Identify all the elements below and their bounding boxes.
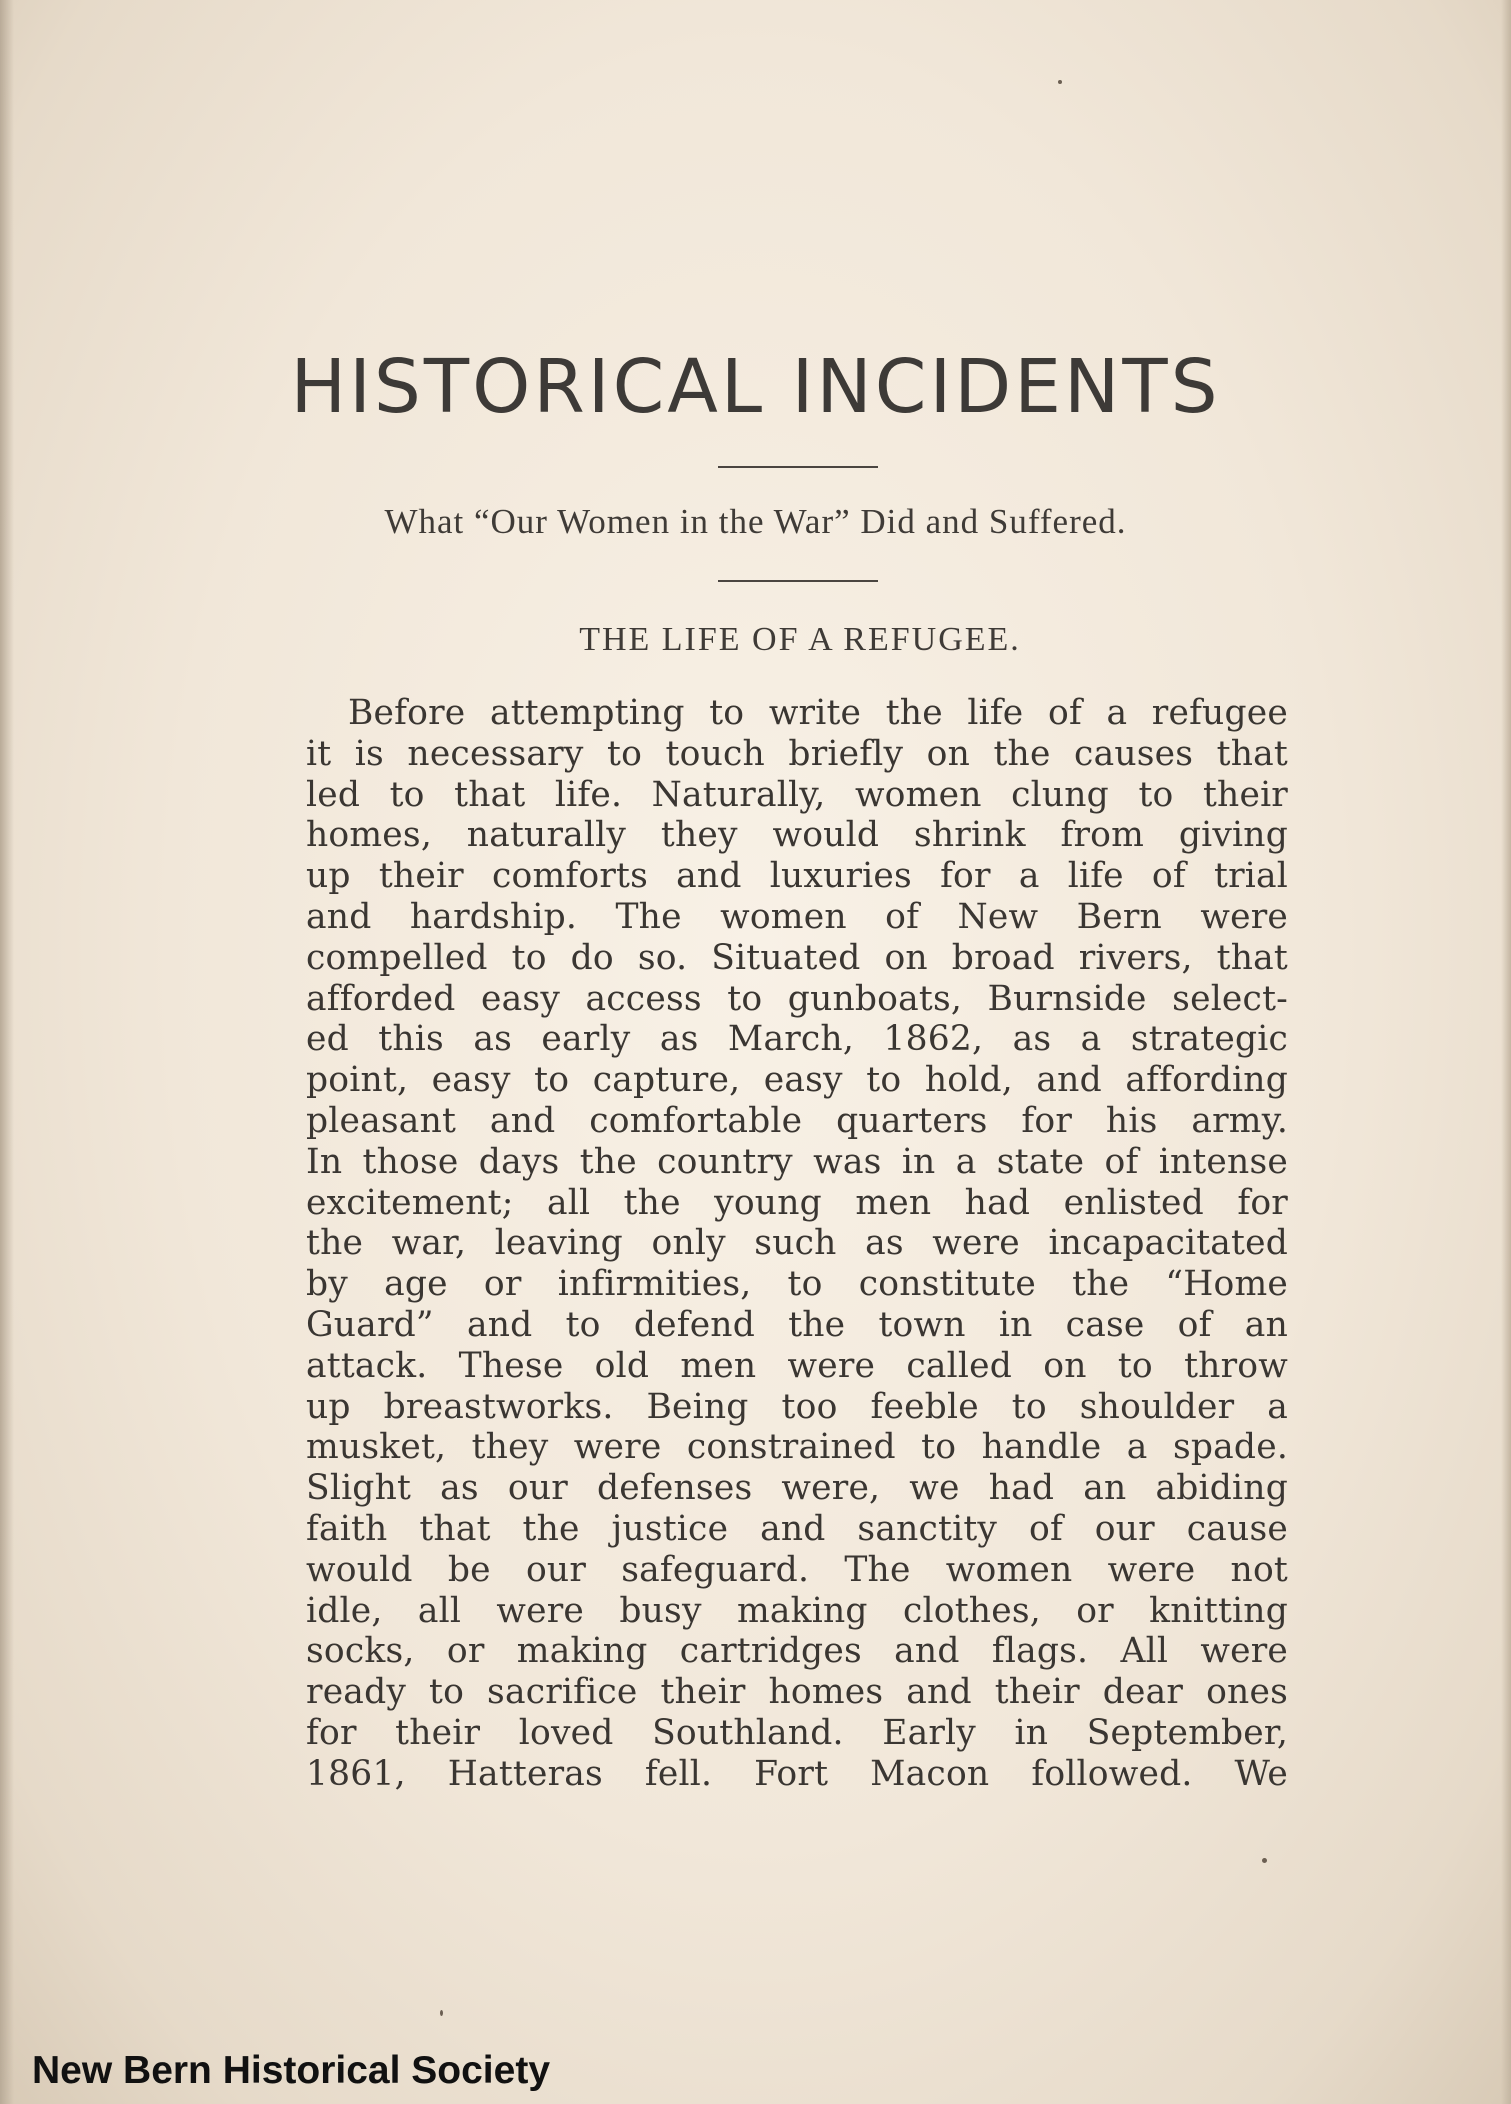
body-line: Guard” and to defend the town in case of an [306,1304,1288,1345]
body-line: pleasant and comfortable quarters for his army. [306,1100,1288,1141]
body-line: Slight as our defenses were, we had an abiding [306,1468,1288,1509]
body-line: homes, naturally they would shrink from giving [306,815,1288,856]
article-body [306,693,1288,1795]
body-line: 1861, Hatteras fell. Fort Macon followed. We [306,1753,1288,1794]
body-line: attack. These old men were called on to throw [306,1345,1288,1386]
body-line: faith that the justice and sanctity of our cause [306,1508,1288,1549]
page-edge-right [1501,0,1511,2104]
page-subtitle: What “Our Women in the War” Did and Suffered. [384,502,1127,541]
body-line: would be our safeguard. The women were not [306,1549,1288,1590]
paper-speck [440,2010,443,2016]
body-line: musket, they were constrained to handle a spade. [306,1427,1288,1468]
body-line: up their comforts and luxuries for a life of trial [306,856,1288,897]
body-line: compelled to do so. Situated on broad rivers, that [306,937,1288,978]
footer-credit: New Bern Historical Society [32,2049,551,2092]
body-line: up breastworks. Being too feeble to shoulder a [306,1386,1288,1427]
body-line: afforded easy access to gunboats, Burnside select- [306,978,1288,1019]
body-line: ed this as early as March, 1862, as a strategic [306,1019,1288,1060]
page-title: HISTORICAL INCIDENTS [290,344,1221,430]
body-line: socks, or making cartridges and flags. All were [306,1631,1288,1672]
body-line: for their loved Southland. Early in September, [306,1712,1288,1753]
paper-speck [1262,1858,1267,1863]
body-line: excitement; all the young men had enlisted for [306,1182,1288,1223]
body-line: Before attempting to write the life of a refugee [348,693,1288,733]
body-line: In those days the country was in a state of intense [306,1141,1288,1182]
body-line: and hardship. The women of New Bern were [306,896,1288,937]
subtitle-divider [718,580,878,582]
body-line: ready to sacrifice their homes and their dear ones [306,1672,1288,1713]
page-edge-left [0,0,14,2104]
body-line: the war, leaving only such as were incapacitated [306,1223,1288,1264]
body-line: by age or infirmities, to constitute the “Home [306,1264,1288,1305]
body-line: point, easy to capture, easy to hold, and affording [306,1060,1288,1101]
body-line: it is necessary to touch briefly on the causes that [306,733,1288,774]
section-title: THE LIFE OF A REFUGEE. [579,621,1021,658]
title-divider [718,466,878,468]
body-line: led to that life. Naturally, women clung to their [306,774,1288,815]
body-line: idle, all were busy making clothes, or knitting [306,1590,1288,1631]
paper-speck [1058,80,1062,84]
